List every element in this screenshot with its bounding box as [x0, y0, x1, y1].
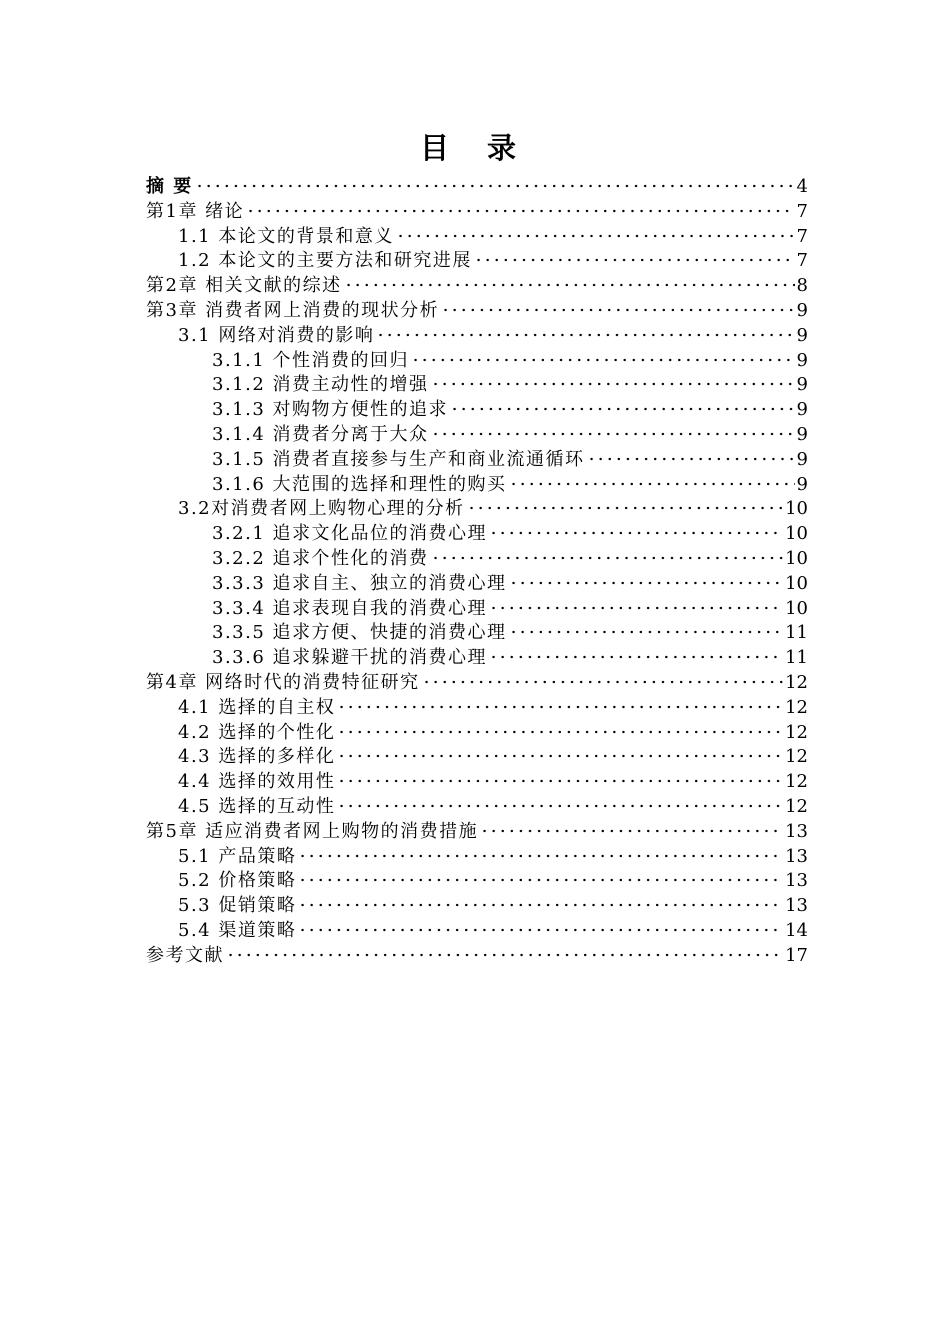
toc-entry-title: 3.1.6 大范围的选择和理性的购买	[212, 473, 507, 495]
toc-entry-title: 第4章 网络时代的消费特征研究	[146, 671, 420, 693]
toc-entry-title: 3.1.3 对购物方便性的追求	[212, 399, 449, 421]
toc-entry-page-number: 13	[785, 870, 808, 892]
toc-dot-leader	[195, 184, 795, 188]
toc-dot-leader	[411, 358, 795, 362]
toc-dot-leader	[467, 506, 783, 510]
toc-dot-leader	[509, 482, 795, 486]
toc-entry-title: 3.3.6 追求躲避干扰的消费心理	[212, 647, 488, 669]
toc-entry	[146, 249, 808, 274]
toc-entry-page-number: 11	[785, 622, 808, 644]
toc-entry	[146, 845, 808, 870]
toc-entry-title: 参考文献	[146, 944, 224, 966]
toc-entry-page-number: 12	[785, 696, 808, 718]
toc-entry-title: 5.2 价格策略	[178, 870, 297, 892]
toc-entry-page-number: 10	[785, 523, 808, 545]
toc-entry	[146, 299, 808, 324]
toc-dot-leader	[489, 655, 783, 659]
toc-dot-leader	[337, 804, 783, 808]
toc-entry-title: 3.2.1 追求文化品位的消费心理	[212, 523, 488, 545]
toc-entry-page-number: 10	[785, 597, 808, 619]
toc-entry-title: 3.1.4 消费者分离于大众	[212, 423, 429, 445]
toc-entry	[146, 225, 808, 250]
toc-entry-page-number: 10	[785, 498, 808, 520]
toc-entry-title: 第2章 相关文献的综述	[146, 275, 342, 297]
toc-entry-page-number: 10	[785, 547, 808, 569]
toc-entry-page-number: 12	[785, 746, 808, 768]
toc-entry	[146, 448, 808, 473]
toc-dot-leader	[509, 630, 784, 634]
toc-entry-page-number: 9	[796, 349, 808, 371]
toc-entry	[146, 373, 808, 398]
toc-entry-page-number: 17	[785, 944, 808, 966]
toc-dot-leader	[431, 432, 795, 436]
toc-dot-leader	[298, 854, 783, 858]
toc-entry	[146, 745, 808, 770]
toc-entry-title: 3.1.1 个性消费的回归	[212, 349, 410, 371]
toc-title: 目 录	[419, 131, 531, 165]
toc-entry-title: 1.2 本论文的主要方法和研究进展	[178, 250, 472, 272]
toc-entry-page-number: 9	[796, 324, 808, 346]
toc-entry	[146, 398, 808, 423]
toc-entry-title: 4.3 选择的多样化	[178, 746, 336, 768]
toc-entry-page-number: 4	[796, 176, 808, 197]
toc-entry	[146, 349, 808, 374]
toc-dot-leader	[376, 333, 794, 337]
toc-entry-title: 5.3 促销策略	[178, 895, 297, 917]
toc-entry-title: 4.2 选择的个性化	[178, 721, 336, 743]
toc-dot-leader	[226, 953, 783, 957]
table-of-contents	[146, 175, 808, 969]
toc-entry-title: 3.1 网络对消费的影响	[178, 324, 375, 346]
toc-entry-title: 3.3.3 追求自主、独立的消费心理	[212, 572, 507, 594]
toc-entry	[146, 820, 808, 845]
toc-entry	[146, 696, 808, 721]
toc-entry-title: 1.1 本论文的背景和意义	[178, 225, 394, 247]
toc-entry-page-number: 9	[796, 448, 808, 470]
toc-entry-page-number: 13	[785, 820, 808, 842]
toc-entry-page-number: 9	[796, 423, 808, 445]
toc-entry-title: 3.1.5 消费者直接参与生产和商业流通循环	[212, 448, 585, 470]
toc-entry-title: 3.3.4 追求表现自我的消费心理	[212, 597, 488, 619]
toc-entry-title: 4.5 选择的互动性	[178, 795, 336, 817]
toc-entry	[146, 274, 808, 299]
toc-dot-leader	[337, 754, 783, 758]
toc-entry-page-number: 10	[785, 572, 808, 594]
toc-dot-leader	[587, 457, 795, 461]
toc-entry	[146, 894, 808, 919]
toc-dot-leader	[474, 258, 795, 262]
toc-entry-page-number: 9	[796, 299, 808, 321]
toc-dot-leader	[344, 283, 795, 287]
toc-dot-leader	[489, 606, 783, 610]
toc-entry-title: 摘 要	[146, 176, 193, 197]
toc-entry-title: 4.4 选择的效用性	[178, 771, 336, 793]
toc-dot-leader	[480, 829, 783, 833]
toc-dot-leader	[441, 308, 794, 312]
toc-dot-leader	[337, 705, 783, 709]
toc-entry-title: 4.1 选择的自主权	[178, 696, 336, 718]
toc-entry-title: 第3章 消费者网上消费的现状分析	[146, 299, 440, 321]
toc-entry	[146, 944, 808, 969]
toc-dot-leader	[337, 730, 783, 734]
toc-entry-page-number: 12	[785, 795, 808, 817]
toc-entry-page-number: 7	[796, 250, 808, 272]
toc-entry-page-number: 9	[796, 399, 808, 421]
toc-entry-page-number: 9	[796, 374, 808, 396]
toc-entry	[146, 869, 808, 894]
toc-dot-leader	[431, 382, 795, 386]
toc-dot-leader	[298, 878, 783, 882]
toc-entry-page-number: 7	[796, 225, 808, 247]
toc-entry-page-number: 7	[796, 200, 808, 222]
toc-entry-page-number: 8	[796, 275, 808, 297]
toc-entry	[146, 547, 808, 572]
toc-dot-leader	[431, 556, 784, 560]
toc-entry	[146, 175, 808, 200]
toc-entry-page-number: 12	[785, 721, 808, 743]
toc-entry-title: 3.3.5 追求方便、快捷的消费心理	[212, 622, 507, 644]
toc-entry-page-number: 14	[785, 919, 808, 941]
toc-dot-leader	[396, 234, 795, 238]
toc-entry	[146, 522, 808, 547]
toc-entry	[146, 721, 808, 746]
toc-dot-leader	[337, 779, 783, 783]
toc-entry-page-number: 12	[785, 671, 808, 693]
toc-entry-page-number: 13	[785, 895, 808, 917]
toc-entry	[146, 795, 808, 820]
toc-entry-title: 3.2对消费者网上购物心理的分析	[178, 498, 465, 520]
toc-entry-title: 5.1 产品策略	[178, 845, 297, 867]
toc-entry-page-number: 12	[785, 771, 808, 793]
toc-entry	[146, 919, 808, 944]
toc-entry-title: 第1章 绪论	[146, 200, 245, 222]
toc-entry	[146, 646, 808, 671]
toc-entry	[146, 671, 808, 696]
toc-entry-page-number: 11	[785, 647, 808, 669]
toc-entry	[146, 572, 808, 597]
toc-entry-title: 第5章 适应消费者网上购物的消费措施	[146, 820, 479, 842]
toc-dot-leader	[298, 903, 783, 907]
toc-dot-leader	[450, 407, 795, 411]
toc-entry	[146, 423, 808, 448]
toc-entry	[146, 597, 808, 622]
toc-entry	[146, 473, 808, 498]
toc-entry	[146, 200, 808, 225]
toc-entry-page-number: 13	[785, 845, 808, 867]
toc-dot-leader	[246, 209, 794, 213]
toc-entry	[146, 497, 808, 522]
toc-entry-title: 3.2.2 追求个性化的消费	[212, 547, 429, 569]
toc-entry	[146, 770, 808, 795]
toc-dot-leader	[509, 581, 784, 585]
toc-entry-title: 3.1.2 消费主动性的增强	[212, 374, 429, 396]
toc-dot-leader	[489, 531, 783, 535]
toc-dot-leader	[298, 928, 783, 932]
toc-entry	[146, 324, 808, 349]
toc-entry-title: 5.4 渠道策略	[178, 919, 297, 941]
toc-entry	[146, 621, 808, 646]
toc-dot-leader	[422, 680, 783, 684]
toc-entry-page-number: 9	[796, 473, 808, 495]
